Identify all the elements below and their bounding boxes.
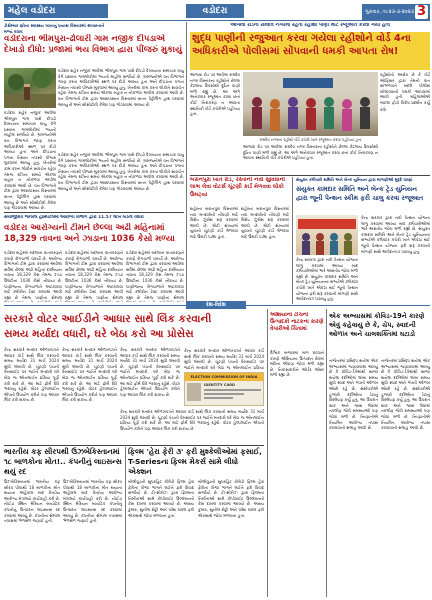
card-line (204, 397, 233, 399)
health-headline: વડોદરા આરોગ્યની ટીમને છેલ્લા અઢી મહિનામાં 18,329 તાવના અને ઝાડાના 1036 કેસો મળ્યા (4, 223, 175, 244)
divider-bottom (125, 447, 126, 597)
card-line (204, 393, 244, 395)
field-scene-icon (4, 68, 56, 108)
date-text: ગુરુવાર, તા.૨૩-૩-૨૦૨૩ (365, 9, 414, 15)
card-line (204, 389, 261, 391)
divider-br2 (326, 309, 327, 597)
dabhoi-body-b: વડોદરા શહેર નજીક આવેલા ભીમપુરા ગામ પાસે દીપડો દેખાયાના સમાચાર વાયુ વેગે પ્રસરતા ગામલોકોમાં ભયનો માહોલ સર્જાયો છે. ગ્રામજનોએ વન વિભાગને જાણ કરતા અધિકારીઓ સ્થળ પર દોડી આવ્યા હતા અને દીપડાના પગના નિશાન તપાસી પીંજરું મુકવામાં આવ્યું હતું. ખેતરોમાં કામ કરતા લોકોને સાવચેત રહેવા તેમજ રાત્રિના સમયે એકલા બહાર ન નીકળવા અપીલ કરવામાં આવી છે. વન વિભાગની ટીમ દ્વારા આસપાસના વિસ્તારમાં સતત પેટ્રોલિંગ હાથ ધરવામાં આવ્યું છે અને સીસીટીવી કેમેરા પણ ગોઠવવામાં આવ્યા છે. (4, 110, 56, 210)
covid-body-a: તાજેતરમાં પ્રસિદ્ધ થયેલા એક અભ્યાસમાં જણાવવામાં આવ્યું છે કે કોવિડ-19માંથી સાજા થયેલા દર્દીઓમાં લાંબા સમય સુધી સ્વાદ અને ગંધની ઓળખ ઓછી રહે છે. સંશોધકોએ હજારો દર્દીઓના ડેટાનું વિશ્લેષણ કર્યું હતું. આ ઉપરાંત થાક અને શ્વાસ લેવામાં તકલીફ જેવી સમસ્યાઓ પણ જોવા મળી છે. નિષ્ણાતોએ નિયમિત આરોગ્ય તપાસ કરાવવાની સલાહ આપી છે. (329, 358, 378, 431)
leopard-photo (4, 68, 56, 108)
voter-headline (4, 312, 264, 344)
voter-card-image (184, 372, 264, 406)
voter-card-label: IDENTITY CARD (204, 383, 236, 387)
protest-photo (243, 72, 378, 136)
water-kicker: આજવા રોડના રામદેવ નગરમાં રહેતા રહીશો પાણી માટે રજૂઆત કરવા ગયા હતા (230, 23, 390, 28)
dabhoi-body-c: વડોદરા શહેર નજીક આવેલા ભીમપુરા ગામ પાસે દીપડો દેખાયાના સમાચાર વાયુ વેગે પ્રસરતા ગામલોકોમાં ભયનો માહોલ સર્જાયો છે. ગ્રામજનોએ વન વિભાગને જાણ કરતા અધિકારીઓ સ્થળ પર દોડી આવ્યા હતા અને દીપડાના પગના નિશાન તપાસી પીંજરું મુકવામાં આવ્યું હતું. ખેતરોમાં કામ કરતા લોકોને સાવચેત રહેવા તેમજ રાત્રિના સમયે એકલા બહાર ન નીકળવા અપીલ કરવામાં આવી છે. વન વિભાગની ટીમ દ્વારા આસપાસના વિસ્તારમાં સતત પેટ્રોલિંગ હાથ ધરવામાં આવ્યું છે અને સીસીટીવી કેમેરા પણ ગોઠવવામાં આવ્યા છે. (58, 152, 184, 191)
page-number: 3 (416, 4, 427, 19)
pension-body-a: કેન્દ્ર સરકાર દ્વારા નવી પેન્શન યોજના લાગુ કરવામાં આવ્યા બાદ કર્મચારીઓમાં ભારે અસંતોષ જોવા મળી રહ્યો છે. સંયુક્ત કામદાર સમિતિ અને બેન્ક ટ્રેડ યુનિયનના સભ્યોએ કલેક્ટર કચેરી ખાતે એકઠા થઈ જૂની પેન્શન યોજના ફરી શરૂ કરવાની માગણી સાથે આવેદનપત્ર પાઠવ્યું હતું. (361, 215, 430, 254)
rule-pharma (4, 445, 264, 446)
date-badge (362, 4, 430, 20)
voter-body-d: કેન્દ્ર સરકારે મતદાર ઓળખપત્રને આધાર કાર્ડ સાથે લિંક કરવાની સમય મર્યાદા 31 માર્ચ 2024 સુધી લંબાવી છે. ચૂંટણી પંચની વેબસાઈટ પર જઈને મતદારો ઘરે બેઠા જ ઓનલાઈન પ્રક્રિયા (184, 348, 264, 370)
voter-body-b: કેન્દ્ર સરકારે મતદાર ઓળખપત્રને આધાર કાર્ડ સાથે લિંક કરવાની સમય મર્યાદા 31 માર્ચ 2024 સુધી લંબાવી છે. ચૂંટણી પંચની વેબસાઈટ પર જઈને મતદારો ઘરે બેઠા જ ઓનલાઈન પ્રક્રિયા પૂર્ણ કરી શકે છે. આ માટે ફોર્મ 6B ભરવાનું રહેશે. વોટર હેલ્પલાઈન એપનો ઉપયોગ કરીને પણ આધાર લિંક કરી શકાય છે. (62, 347, 117, 403)
band-label: દેશ-વિદેશ (186, 301, 246, 309)
health-body-b: વડોદરા શહેરમાં બદલાતા વાતાવરણને કારણે રોગચાળો વકર્યો છે. આરોગ્ય વિભાગની ટીમ દ્વારા કરવામાં આવેલા સર્વેમાં છેલ્લા અઢી મહિના દરમિયાન તાવના 18,329 કેસ તેમજ ઝાડા ઉલટીના 1036 કેસો નોંધાયા છે. પાણીજન્ય રોગચાળાને અટકાવવા માટે ક્લોરીન ટેસ્ટ કરવામાં આવી રહ્યા છે તેમજ પાણીના સેમ્પલ (65, 250, 123, 300)
pension-kicker: સંયુક્ત કર્મચારી સમિતિ અને બેન્ક યુનિયન દ્વારા માગણીઓ મુદ્દે ધરણાં (296, 177, 413, 182)
exports-headline: એશિયાના ટોચના ઉત્પાદકો નાટકના કારણે વેપારીઓ ચિંતામાં (270, 312, 324, 333)
voter-body-e: કેન્દ્ર સરકારે મતદાર ઓળખપત્રને આધાર કાર્ડ સાથે લિંક કરવાની સમય મર્યાદા 31 માર્ચ 2024 સુધી લંબાવી છે. ચૂંટણી પંચની વેબસાઈટ પર જઈને મતદારો ઘરે બેઠા જ ઓનલાઈન પ્રક્રિયા પૂર્ણ કરી શકે છે. આ માટે ફોર્મ 6B ભરવાનું રહેશે. વોટર હેલ્પલાઈન એપનો ઉપયોગ કરીને પણ આધાર લિંક કરી શકાય છે. (120, 409, 264, 431)
section-label: મહેલ વડોદરા (4, 4, 108, 18)
voter-body-c: કેન્દ્ર સરકારે મતદાર ઓળખપત્રને આધાર કાર્ડ સાથે લિંક કરવાની સમય મર્યાદા 31 માર્ચ 2024 સુધી લંબાવી છે. ચૂંટણી પંચની વેબસાઈટ પર જઈને મતદારો ઘરે બેઠા જ ઓનલાઈન પ્રક્રિયા પૂર્ણ કરી શકે છે. આ માટે ફોર્મ 6B ભરવાનું રહેશે. વોટર હેલ્પલાઈન એપનો ઉપયોગ કરીને પણ આધાર લિંક કરી શકાય છે. (120, 347, 180, 397)
water-body-left: આજવા રોડ પર આવેલા રામદેવ નગર વિસ્તારના રહીશોને છેલ્લા કેટલાય દિવસોથી દૂષિત પાણી મળી રહ્યું છે. આ અંગે અનેકવાર રજૂઆત કરવા છતાં કોઈ નિરાકરણ ન આવતા સ્થાનિકો વોર્ડ કચેરીએ પહોંચ્યા હતા. (190, 72, 240, 117)
roads-body-a: શહેરના બરાનપુરા વિસ્તારમાં નવા મતદારોની નોંધણી માટે વિશેષ ઝુંબેશ શરૂ કરવામાં આવી છે. મોટી સંખ્યામાં યુવાનો ચૂંટણી કાર્ડ મેળવવા માટે ઉમટી પડ્યા હતા. (190, 206, 238, 239)
covid-headline: એક અભ્યાસમાં કોવિડ-19ને કારણે એવું કહેવાયું છે કે, ચેપ, સ્વાદની ઓળખ અને ચાલશક્તિમાં ઘટાડો (329, 312, 425, 338)
health-body-a: વડોદરા શહેરમાં બદલાતા વાતાવરણને કારણે રોગચાળો વકર્યો છે. આરોગ્ય વિભાગની ટીમ દ્વારા કરવામાં આવેલા સર્વેમાં છેલ્લા અઢી મહિના દરમિયાન તાવના 18,329 કેસ તેમજ ઝાડા ઉલટીના 1036 કેસો નોંધાયા છે. પાણીજન્ય રોગચાળાને અટકાવવા માટે ક્લોરીન ટેસ્ટ કરવામાં આવી રહ્યા છે તેમજ પાણીના સેમ્પલ (4, 250, 62, 300)
protest-caption: રામદેવ નગરના રહીશો વોર્ડ કચેરી ખાતે રજૂઆત કરવા પહોંચ્યા હતા (259, 137, 362, 142)
water-body-center: આજવા રોડ પર આવેલા રામદેવ નગર વિસ્તારના રહીશોને છેલ્લા કેટલાય દિવસોથી દૂષિત પાણી મળી રહ્યું છે. આ અંગે અનેકવાર રજૂઆત કરવા છતાં કોઈ નિરાકરણ ન આવતા સ્થાનિકો વોર્ડ કચેરીએ પહોંચ્યા હતા. (243, 144, 378, 161)
pharma-headline: ભારતીય કફ સીરપથી ઉઝબેકિસ્તાનમાં ૧૮ બાળકોના મોત!.. કંપનીનું લાઇસન્સ થયું રદ (4, 447, 122, 476)
crowd-icon (243, 72, 378, 136)
rule-health (4, 212, 184, 213)
banner-protest-icon (296, 215, 358, 255)
voter-headline-line2: સમય મર્યાદા વધારી, ઘરે બેઠા કરો આ પ્રોસેસ (4, 328, 194, 340)
voter-body-a: કેન્દ્ર સરકારે મતદાર ઓળખપત્રને આધાર કાર્ડ સાથે લિંક કરવાની સમય મર્યાદા 31 માર્ચ 2024 સુધી લંબાવી છે. ચૂંટણી પંચની વેબસાઈટ પર જઈને મતદારો ઘરે બેઠા જ ઓનલાઈન પ્રક્રિયા પૂર્ણ કરી શકે છે. આ માટે ફોર્મ 6B ભરવાનું રહેશે. વોટર હેલ્પલાઈન એપનો ઉપયોગ કરીને પણ આધાર લિંક કરી શકાય છે. (4, 347, 59, 403)
tseries-headline: ફિલ્મ 'હેરા ફેરી ૩' ફરી મુશ્કેલીઓમાં ફસાઈ, T-Seriesના ફિલ્મ મેકર્સ સામે લીધો એક્શન (128, 447, 262, 476)
header-rule (4, 20, 430, 21)
dabhoi-headline: વડોદરાના ભીમપુરા-ઢોલારી ગામ નજીક દીપડાએ દેખાડો દીધો: પ્રજામાં ભય વિભાગ દ્વારા પીંજરું મુકાયું (4, 34, 183, 55)
covid-body-b: તાજેતરમાં પ્રસિદ્ધ થયેલા એક અભ્યાસમાં જણાવવામાં આવ્યું છે કે કોવિડ-19માંથી સાજા થયેલા દર્દીઓમાં લાંબા સમય સુધી સ્વાદ અને ગંધની ઓળખ ઓછી રહે છે. સંશોધકોએ હજારો દર્દીઓના ડેટાનું વિશ્લેષણ કર્યું હતું. આ ઉપરાંત થાક અને શ્વાસ લેવામાં તકલીફ જેવી સમસ્યાઓ પણ જોવા મળી છે. નિષ્ણાતોએ નિયમિત આરોગ્ય તપાસ કરાવવાની સલાહ આપી છે. (381, 358, 430, 431)
dabhoi-kicker: ડીસેમ્બર સ્ત્રીના સ્વાસ્થ્ય ખાતાનું પ્રયાસ વિસ્તારમાં સ્વચ્છતાને મળ્યું વધાવ (4, 23, 105, 33)
pharma-body-a: ઉઝબેકિસ્તાનમાં ભારતીય કફ સીરપ પીવાથી 18 બાળકોના મોત થયાના અહેવાલ બાદ કેન્દ્રીય આરોગ્ય મંત્રાલયે કાર્યવાહી કરી છે. નોઈડા સ્થિત મેરિયન બાયોટેક કંપનીનું ઉત્પાદન લાઇસન્સ રદ કરવામાં આવ્યું છે. કંપનીના સેમ્પલ તપાસમાં ભેળસેળ જણાઈ હતી. (4, 479, 60, 524)
water-headline: શુદ્ધ પાણીની રજુઆત કરવા ગયેલા રહીશોને વોર્ડ 4ના અધિકારીએ પોલીસમાં સોંપવાની ધમકી આપતા રોષ! (190, 32, 430, 70)
roads-headline: બરાનપુરા ખાતે રોડ, રસ્તાની નવી સુવિધાનો લાભ લેવા વોટર્સ ચૂંટણી કાર્ડ મેળવવા લોકો ઉમટ્યા (190, 177, 286, 198)
health-kicker: સયાજીરાવ જનરલ હોસ્પિટલમાં આરોગ્ય વિભાગ દ્વારા 11.57 લાખ બેડનો વધારો (4, 215, 144, 220)
pension-photo (296, 215, 358, 255)
divider-br (267, 309, 268, 597)
city-label: વડોદરા (186, 4, 244, 18)
pension-body-b: કેન્દ્ર સરકાર દ્વારા નવી પેન્શન યોજના લાગુ કરવામાં આવ્યા બાદ કર્મચારીઓમાં ભારે અસંતોષ જોવા મળી રહ્યો છે. સંયુક્ત કામદાર સમિતિ અને બેન્ક ટ્રેડ યુનિયનના સભ્યોએ કલેક્ટર કચેરી ખાતે એકઠા થઈ જૂની પેન્શન યોજના ફરી શરૂ કરવાની માગણી સાથે આવેદનપત્ર પાઠવ્યું હતું. (296, 257, 358, 302)
pharma-body-b: ઉઝબેકિસ્તાનમાં ભારતીય કફ સીરપ પીવાથી 18 બાળકોના મોત થયાના અહેવાલ બાદ કેન્દ્રીય આરોગ્ય મંત્રાલયે કાર્યવાહી કરી છે. નોઈડા સ્થિત મેરિયન બાયોટેક કંપનીનું ઉત્પાદન લાઇસન્સ રદ કરવામાં આવ્યું છે. કંપનીના સેમ્પલ તપાસમાં ભેળસેળ જણાઈ હતી. (63, 479, 122, 524)
divider-right (292, 177, 293, 304)
roads-body-b: શહેરના બરાનપુરા વિસ્તારમાં નવા મતદારોની નોંધણી માટે વિશેષ ઝુંબેશ શરૂ કરવામાં આવી છે. મોટી સંખ્યામાં યુવાનો ચૂંટણી કાર્ડ મેળવવા માટે ઉમટી પડ્યા હતા. (241, 206, 289, 239)
tseries-body-a: બોલીવુડની સુપરહિટ કોમેડી ફિલ્મ હેરા ફેરીના ત્રીજા ભાગને લઈને ફરી વિવાદ સર્જાયો છે. ટી-સીરીઝ દ્વારા ફિલ્મના નિર્માતાઓ સામે કોપીરાઈટ ઉલ્લંઘનનો કેસ દાખલ કરવામાં આવ્યો છે. અક્ષય કુમાર, સુનીલ શેટ્ટી અને પરેશ રાવલ ફરી એકસાથે જોવા મળવાના હતા. (128, 479, 194, 518)
portrait-icon (187, 383, 201, 401)
tseries-body-b: બોલીવુડની સુપરહિટ કોમેડી ફિલ્મ હેરા ફેરીના ત્રીજા ભાગને લઈને ફરી વિવાદ સર્જાયો છે. ટી-સીરીઝ દ્વારા ફિલ્મના નિર્માતાઓ સામે કોપીરાઈટ ઉલ્લંઘનનો કેસ દાખલ કરવામાં આવ્યો છે. અક્ષય કુમાર, સુનીલ શેટ્ટી અને પરેશ રાવલ ફરી એકસાથે જોવા મળવાના હતા. (198, 479, 264, 518)
water-body-right: રહીશોનો આક્ષેપ છે કે વોર્ડ ઓફિસર દ્વારા તેમની વાત સાંભળવાને બદલે પોલીસ બોલાવવાની ધમકી આપવામાં આવી હતી. મહિલાઓએ માટલા ફોડી વિરોધ પ્રદર્શન કર્યું હતું. (380, 72, 430, 111)
rule-mid (190, 175, 430, 176)
exports-body: વૈશ્વિક બજારમાં માગ ઘટવાને કારણે એશિયાના ઉત્પાદન ક્ષેત્રમાં મંદીના એંધાણ જોવા મળી રહ્યા છે. નિકાસકારોને ઓર્ડર ઓછા મળી રહ્યા છે. (270, 350, 324, 378)
dabhoi-body-a: વડોદરા શહેર નજીક આવેલા ભીમપુરા ગામ પાસે દીપડો દેખાયાના સમાચાર વાયુ વેગે પ્રસરતા ગામલોકોમાં ભયનો માહોલ સર્જાયો છે. ગ્રામજનોએ વન વિભાગને જાણ કરતા અધિકારીઓ સ્થળ પર દોડી આવ્યા હતા અને દીપડાના પગના નિશાન તપાસી પીંજરું મુકવામાં આવ્યું હતું. ખેતરોમાં કામ કરતા લોકોને સાવચેત રહેવા તેમજ રાત્રિના સમયે એકલા બહાર ન નીકળવા અપીલ કરવામાં આવી છે. વન વિભાગની ટીમ દ્વારા આસપાસના વિસ્તારમાં સતત પેટ્રોલિંગ હાથ ધરવામાં આવ્યું છે અને સીસીટીવી કેમેરા પણ ગોઠવવામાં આવ્યા છે. (58, 68, 184, 107)
divider-col (186, 22, 187, 304)
pension-headline: સંયુક્ત કામદાર સમિતિ અને બેન્ક ટ્રેડ યુનિયન દ્વારા જૂની પેન્શન સ્કીમ ફરી ચાલુ કરવા રજૂઆત (296, 185, 424, 202)
voter-headline-line1: સરકારે વોટર આઈડીને આધાર સાથે લિંક કરવાની (4, 313, 212, 325)
voter-card-title: ELECTION COMMISSION OF INDIA (185, 373, 263, 381)
health-body-c: વડોદરા શહેરમાં બદલાતા વાતાવરણને કારણે રોગચાળો વકર્યો છે. આરોગ્ય વિભાગની ટીમ દ્વારા કરવામાં આવેલા સર્વેમાં છેલ્લા અઢી મહિના દરમિયાન તાવના 18,329 કેસ તેમજ ઝાડા ઉલટીના 1036 કેસો નોંધાયા છે. પાણીજન્ય રોગચાળાને અટકાવવા માટે ક્લોરીન ટેસ્ટ કરવામાં આવી રહ્યા છે તેમજ પાણીના સેમ્પલ (126, 250, 184, 300)
